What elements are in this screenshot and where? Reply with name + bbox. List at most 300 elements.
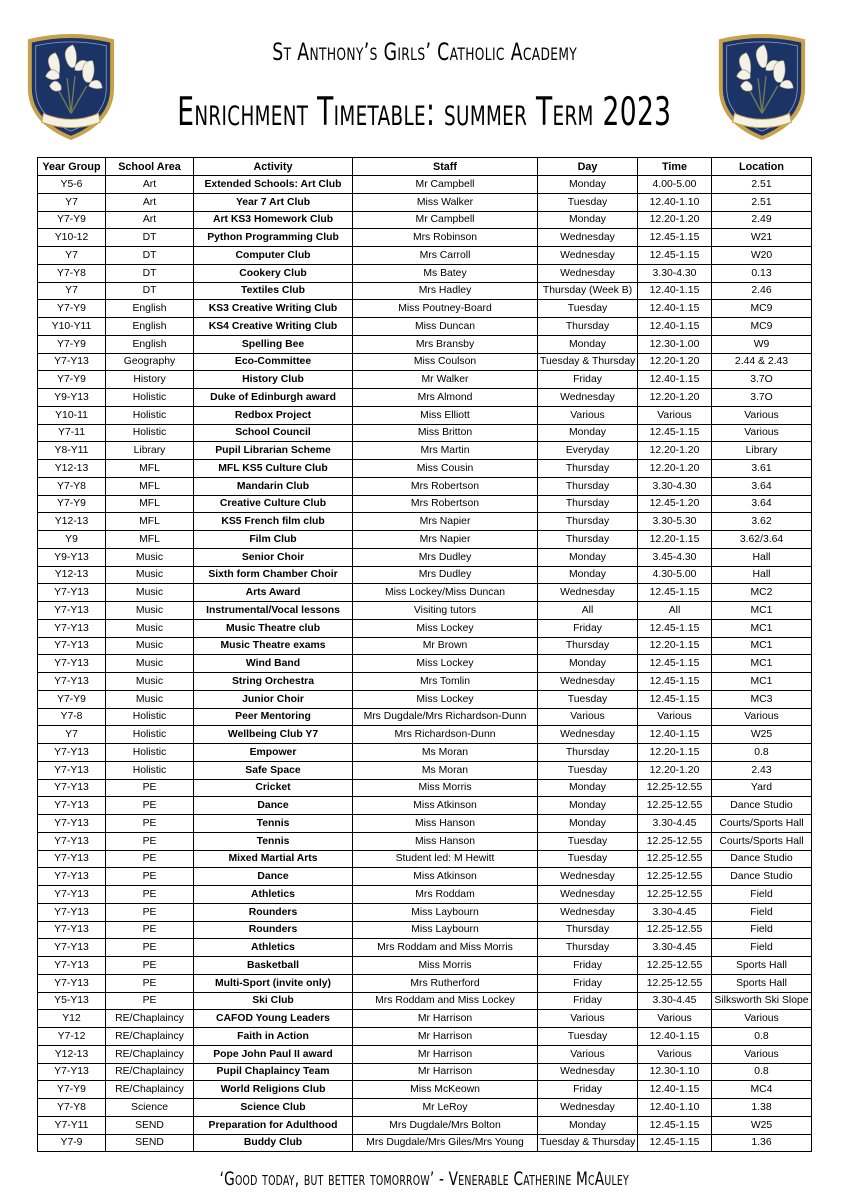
table-row xyxy=(38,193,812,211)
day-cell: Friday xyxy=(538,371,638,389)
year-group-cell: Y7-Y8 xyxy=(38,477,106,495)
table-row xyxy=(38,1010,812,1028)
time-cell: 12.25-12.55 xyxy=(638,779,712,797)
year-group-cell: Y7-Y13 xyxy=(38,353,106,371)
time-cell: 12.45-1.15 xyxy=(638,619,712,637)
school-area-cell: Music xyxy=(106,584,194,602)
year-group-cell: Y7-Y13 xyxy=(38,619,106,637)
column-header-staff: Staff xyxy=(353,158,538,176)
school-area-cell: English xyxy=(106,318,194,336)
school-area-cell: Music xyxy=(106,619,194,637)
time-cell: 3.30-4.30 xyxy=(638,264,712,282)
time-cell: 12.20-1.20 xyxy=(638,442,712,460)
day-cell: Various xyxy=(538,406,638,424)
table-row xyxy=(38,602,812,620)
school-area-cell: Music xyxy=(106,673,194,691)
table-row xyxy=(38,424,812,442)
day-cell: Thursday xyxy=(538,531,638,549)
location-cell: 3.62/3.64 xyxy=(712,531,812,549)
time-cell: 12.45-1.15 xyxy=(638,424,712,442)
day-cell: Wednesday xyxy=(538,903,638,921)
activity-cell: Multi-Sport (invite only) xyxy=(194,974,353,992)
year-group-cell: Y7-Y13 xyxy=(38,921,106,939)
school-area-cell: RE/Chaplaincy xyxy=(106,1028,194,1046)
location-cell: W25 xyxy=(712,1116,812,1134)
staff-cell: Mr Harrison xyxy=(353,1010,538,1028)
table-row xyxy=(38,637,812,655)
day-cell: Thursday xyxy=(538,637,638,655)
location-cell: MC1 xyxy=(712,637,812,655)
location-cell: Sports Hall xyxy=(712,974,812,992)
school-area-cell: Science xyxy=(106,1099,194,1117)
staff-cell: Mr Harrison xyxy=(353,1045,538,1063)
day-cell: Wednesday xyxy=(538,264,638,282)
activity-cell: Dance xyxy=(194,797,353,815)
school-area-cell: DT xyxy=(106,229,194,247)
table-row xyxy=(38,371,812,389)
school-area-cell: Holistic xyxy=(106,389,194,407)
school-area-cell: MFL xyxy=(106,531,194,549)
staff-cell: Visiting tutors xyxy=(353,602,538,620)
activity-cell: KS4 Creative Writing Club xyxy=(194,318,353,336)
year-group-cell: Y7-9 xyxy=(38,1134,106,1152)
day-cell: Everyday xyxy=(538,442,638,460)
table-row xyxy=(38,442,812,460)
school-area-cell: Holistic xyxy=(106,761,194,779)
time-cell: 12.20-1.20 xyxy=(638,353,712,371)
time-cell: 3.30-4.45 xyxy=(638,815,712,833)
staff-cell: Mr LeRoy xyxy=(353,1099,538,1117)
activity-cell: Eco-Committee xyxy=(194,353,353,371)
table-row xyxy=(38,868,812,886)
school-area-cell: PE xyxy=(106,797,194,815)
school-area-cell: PE xyxy=(106,886,194,904)
year-group-cell: Y7-Y13 xyxy=(38,584,106,602)
year-group-cell: Y7-Y9 xyxy=(38,211,106,229)
activity-cell: Rounders xyxy=(194,921,353,939)
staff-cell: Mrs Roddam xyxy=(353,886,538,904)
time-cell: Various xyxy=(638,1045,712,1063)
school-area-cell: Music xyxy=(106,566,194,584)
time-cell: 12.20-1.15 xyxy=(638,531,712,549)
activity-cell: Film Club xyxy=(194,531,353,549)
year-group-cell: Y7-Y13 xyxy=(38,868,106,886)
year-group-cell: Y7-Y9 xyxy=(38,300,106,318)
day-cell: Various xyxy=(538,1045,638,1063)
year-group-cell: Y7-Y13 xyxy=(38,974,106,992)
school-area-cell: RE/Chaplaincy xyxy=(106,1045,194,1063)
year-group-cell: Y7-Y13 xyxy=(38,850,106,868)
time-cell: 12.25-12.55 xyxy=(638,921,712,939)
year-group-cell: Y10-11 xyxy=(38,406,106,424)
activity-cell: Duke of Edinburgh award xyxy=(194,389,353,407)
day-cell: Tuesday xyxy=(538,193,638,211)
school-area-cell: Geography xyxy=(106,353,194,371)
day-cell: Thursday xyxy=(538,921,638,939)
staff-cell: Mr Harrison xyxy=(353,1063,538,1081)
year-group-cell: Y7 xyxy=(38,193,106,211)
year-group-cell: Y7-12 xyxy=(38,1028,106,1046)
year-group-cell: Y7-8 xyxy=(38,708,106,726)
day-cell: Friday xyxy=(538,957,638,975)
staff-cell: Ms Moran xyxy=(353,761,538,779)
staff-cell: Mrs Napier xyxy=(353,513,538,531)
day-cell: Thursday xyxy=(538,513,638,531)
school-area-cell: PE xyxy=(106,779,194,797)
staff-cell: Student led: M Hewitt xyxy=(353,850,538,868)
activity-cell: Redbox Project xyxy=(194,406,353,424)
table-row xyxy=(38,300,812,318)
staff-cell: Miss Hanson xyxy=(353,815,538,833)
column-header-activity: Activity xyxy=(194,158,353,176)
day-cell: Thursday xyxy=(538,744,638,762)
table-row xyxy=(38,886,812,904)
table-row xyxy=(38,832,812,850)
staff-cell: Mrs Roddam and Miss Lockey xyxy=(353,992,538,1010)
activity-cell: KS3 Creative Writing Club xyxy=(194,300,353,318)
day-cell: Monday xyxy=(538,424,638,442)
year-group-cell: Y7-Y13 xyxy=(38,655,106,673)
table-row xyxy=(38,673,812,691)
school-area-cell: Music xyxy=(106,655,194,673)
staff-cell: Mr Walker xyxy=(353,371,538,389)
time-cell: 12.45-1.15 xyxy=(638,1134,712,1152)
table-row xyxy=(38,566,812,584)
location-cell: W20 xyxy=(712,247,812,265)
time-cell: 12.45-1.15 xyxy=(638,584,712,602)
time-cell: 12.30-1.00 xyxy=(638,335,712,353)
activity-cell: Cricket xyxy=(194,779,353,797)
year-group-cell: Y12-13 xyxy=(38,513,106,531)
school-area-cell: Holistic xyxy=(106,708,194,726)
page-title: Enrichment Timetable: summer Term 2023 xyxy=(177,90,672,135)
location-cell: Hall xyxy=(712,548,812,566)
location-cell: 0.8 xyxy=(712,1028,812,1046)
table-row xyxy=(38,282,812,300)
location-cell: 3.64 xyxy=(712,495,812,513)
column-header-day: Day xyxy=(538,158,638,176)
school-name: St Anthony’s Girls’ Catholic Academy xyxy=(272,38,577,66)
staff-cell: Miss Lockey xyxy=(353,690,538,708)
location-cell: MC3 xyxy=(712,690,812,708)
location-cell: 1.36 xyxy=(712,1134,812,1152)
school-area-cell: Holistic xyxy=(106,406,194,424)
location-cell: 2.46 xyxy=(712,282,812,300)
school-area-cell: PE xyxy=(106,939,194,957)
time-cell: 12.40-1.15 xyxy=(638,726,712,744)
table-row xyxy=(38,761,812,779)
school-area-cell: DT xyxy=(106,264,194,282)
activity-cell: World Religions Club xyxy=(194,1081,353,1099)
staff-cell: Mrs Robertson xyxy=(353,477,538,495)
year-group-cell: Y10-12 xyxy=(38,229,106,247)
table-row xyxy=(38,460,812,478)
school-area-cell: Music xyxy=(106,602,194,620)
year-group-cell: Y7-Y9 xyxy=(38,1081,106,1099)
column-header-school-area: School Area xyxy=(106,158,194,176)
time-cell: 12.45-1.15 xyxy=(638,690,712,708)
day-cell: Friday xyxy=(538,992,638,1010)
staff-cell: Ms Moran xyxy=(353,744,538,762)
activity-cell: Tennis xyxy=(194,832,353,850)
time-cell: 12.40-1.15 xyxy=(638,318,712,336)
school-area-cell: DT xyxy=(106,282,194,300)
table-row xyxy=(38,211,812,229)
location-cell: MC9 xyxy=(712,300,812,318)
table-row xyxy=(38,1028,812,1046)
time-cell: 12.25-12.55 xyxy=(638,850,712,868)
time-cell: 12.20-1.20 xyxy=(638,460,712,478)
column-header-year-group: Year Group xyxy=(38,158,106,176)
day-cell: Monday xyxy=(538,548,638,566)
table-row xyxy=(38,1045,812,1063)
year-group-cell: Y7-Y11 xyxy=(38,1116,106,1134)
activity-cell: Peer Mentoring xyxy=(194,708,353,726)
location-cell: Dance Studio xyxy=(712,797,812,815)
staff-cell: Miss Morris xyxy=(353,957,538,975)
year-group-cell: Y7-Y9 xyxy=(38,495,106,513)
table-row xyxy=(38,477,812,495)
footer-motto: ‘Good today, but better tomorrow’ - Venerable Catherine McAuley xyxy=(219,1168,630,1190)
day-cell: Tuesday & Thursday xyxy=(538,353,638,371)
activity-cell: Science Club xyxy=(194,1099,353,1117)
year-group-cell: Y7-11 xyxy=(38,424,106,442)
time-cell: 4.00-5.00 xyxy=(638,176,712,194)
school-area-cell: Holistic xyxy=(106,424,194,442)
school-area-cell: MFL xyxy=(106,460,194,478)
location-cell: 2.44 & 2.43 xyxy=(712,353,812,371)
year-group-cell: Y7-Y13 xyxy=(38,815,106,833)
column-header-location: Location xyxy=(712,158,812,176)
location-cell: Yard xyxy=(712,779,812,797)
table-row xyxy=(38,974,812,992)
day-cell: Tuesday xyxy=(538,761,638,779)
day-cell: Wednesday xyxy=(538,673,638,691)
time-cell: 12.25-12.55 xyxy=(638,974,712,992)
staff-cell: Miss Morris xyxy=(353,779,538,797)
location-cell: 1.38 xyxy=(712,1099,812,1117)
school-area-cell: History xyxy=(106,371,194,389)
table-row xyxy=(38,726,812,744)
school-area-cell: RE/Chaplaincy xyxy=(106,1010,194,1028)
table-row xyxy=(38,1134,812,1152)
table-row xyxy=(38,229,812,247)
activity-cell: Python Programming Club xyxy=(194,229,353,247)
time-cell: 12.25-12.55 xyxy=(638,886,712,904)
activity-cell: Wind Band xyxy=(194,655,353,673)
activity-cell: CAFOD Young Leaders xyxy=(194,1010,353,1028)
year-group-cell: Y10-Y11 xyxy=(38,318,106,336)
time-cell: 12.40-1.15 xyxy=(638,371,712,389)
staff-cell: Mr Brown xyxy=(353,637,538,655)
year-group-cell: Y7 xyxy=(38,247,106,265)
day-cell: Monday xyxy=(538,176,638,194)
location-cell: Library xyxy=(712,442,812,460)
activity-cell: Textiles Club xyxy=(194,282,353,300)
time-cell: 3.30-4.30 xyxy=(638,477,712,495)
year-group-cell: Y7 xyxy=(38,282,106,300)
table-row xyxy=(38,389,812,407)
time-cell: 12.45-1.15 xyxy=(638,229,712,247)
activity-cell: Buddy Club xyxy=(194,1134,353,1152)
staff-cell: Miss Elliott xyxy=(353,406,538,424)
location-cell: MC1 xyxy=(712,602,812,620)
staff-cell: Miss Laybourn xyxy=(353,903,538,921)
year-group-cell: Y7-Y13 xyxy=(38,1063,106,1081)
activity-cell: School Council xyxy=(194,424,353,442)
staff-cell: Miss Laybourn xyxy=(353,921,538,939)
day-cell: Wednesday xyxy=(538,1063,638,1081)
activity-cell: Year 7 Art Club xyxy=(194,193,353,211)
activity-cell: Athletics xyxy=(194,939,353,957)
staff-cell: Mrs Rutherford xyxy=(353,974,538,992)
activity-cell: Art KS3 Homework Club xyxy=(194,211,353,229)
location-cell: MC1 xyxy=(712,673,812,691)
day-cell: All xyxy=(538,602,638,620)
time-cell: Various xyxy=(638,708,712,726)
time-cell: 12.45-1.15 xyxy=(638,247,712,265)
school-area-cell: SEND xyxy=(106,1116,194,1134)
table-row xyxy=(38,1081,812,1099)
day-cell: Thursday xyxy=(538,495,638,513)
school-area-cell: PE xyxy=(106,921,194,939)
activity-cell: Arts Award xyxy=(194,584,353,602)
year-group-cell: Y9-Y13 xyxy=(38,389,106,407)
time-cell: 12.20-1.20 xyxy=(638,211,712,229)
year-group-cell: Y7 xyxy=(38,726,106,744)
school-area-cell: PE xyxy=(106,992,194,1010)
timetable-body xyxy=(38,176,812,1152)
activity-cell: Mixed Martial Arts xyxy=(194,850,353,868)
school-area-cell: DT xyxy=(106,247,194,265)
day-cell: Monday xyxy=(538,779,638,797)
table-row xyxy=(38,939,812,957)
school-area-cell: Music xyxy=(106,690,194,708)
school-area-cell: PE xyxy=(106,868,194,886)
staff-cell: Mrs Tomlin xyxy=(353,673,538,691)
table-row xyxy=(38,584,812,602)
table-row xyxy=(38,353,812,371)
school-area-cell: Holistic xyxy=(106,726,194,744)
time-cell: 12.40-1.15 xyxy=(638,282,712,300)
staff-cell: Mrs Martin xyxy=(353,442,538,460)
activity-cell: Sixth form Chamber Choir xyxy=(194,566,353,584)
location-cell: 3.61 xyxy=(712,460,812,478)
staff-cell: Miss Cousin xyxy=(353,460,538,478)
activity-cell: Computer Club xyxy=(194,247,353,265)
day-cell: Thursday xyxy=(538,477,638,495)
time-cell: Various xyxy=(638,406,712,424)
location-cell: 0.8 xyxy=(712,1063,812,1081)
school-area-cell: English xyxy=(106,300,194,318)
year-group-cell: Y7-Y13 xyxy=(38,797,106,815)
activity-cell: Ski Club xyxy=(194,992,353,1010)
activity-cell: Pupil Chaplaincy Team xyxy=(194,1063,353,1081)
activity-cell: Pope John Paul II award xyxy=(194,1045,353,1063)
year-group-cell: Y5-6 xyxy=(38,176,106,194)
year-group-cell: Y5-Y13 xyxy=(38,992,106,1010)
footer xyxy=(0,1168,849,1190)
activity-cell: Athletics xyxy=(194,886,353,904)
year-group-cell: Y8-Y11 xyxy=(38,442,106,460)
time-cell: 12.45-1.20 xyxy=(638,495,712,513)
table-row xyxy=(38,708,812,726)
staff-cell: Mrs Hadley xyxy=(353,282,538,300)
location-cell: MC1 xyxy=(712,619,812,637)
school-area-cell: Art xyxy=(106,193,194,211)
activity-cell: Music Theatre club xyxy=(194,619,353,637)
staff-cell: Miss Coulson xyxy=(353,353,538,371)
staff-cell: Mrs Dugdale/Mrs Giles/Mrs Young xyxy=(353,1134,538,1152)
year-group-cell: Y7-Y13 xyxy=(38,761,106,779)
year-group-cell: Y7-Y13 xyxy=(38,939,106,957)
school-area-cell: SEND xyxy=(106,1134,194,1152)
school-area-cell: RE/Chaplaincy xyxy=(106,1063,194,1081)
location-cell: MC1 xyxy=(712,655,812,673)
time-cell: Various xyxy=(638,1010,712,1028)
staff-cell: Miss Duncan xyxy=(353,318,538,336)
table-row xyxy=(38,1063,812,1081)
activity-cell: Pupil Librarian Scheme xyxy=(194,442,353,460)
time-cell: 12.30-1.10 xyxy=(638,1063,712,1081)
school-area-cell: RE/Chaplaincy xyxy=(106,1081,194,1099)
staff-cell: Miss Atkinson xyxy=(353,797,538,815)
day-cell: Monday xyxy=(538,335,638,353)
day-cell: Monday xyxy=(538,655,638,673)
activity-cell: Creative Culture Club xyxy=(194,495,353,513)
location-cell: Field xyxy=(712,886,812,904)
table-row xyxy=(38,513,812,531)
staff-cell: Mrs Almond xyxy=(353,389,538,407)
table-row xyxy=(38,531,812,549)
day-cell: Tuesday xyxy=(538,832,638,850)
staff-cell: Miss Walker xyxy=(353,193,538,211)
school-area-cell: MFL xyxy=(106,513,194,531)
location-cell: Dance Studio xyxy=(712,850,812,868)
location-cell: W21 xyxy=(712,229,812,247)
activity-cell: Tennis xyxy=(194,815,353,833)
day-cell: Wednesday xyxy=(538,726,638,744)
day-cell: Wednesday xyxy=(538,1099,638,1117)
table-row xyxy=(38,176,812,194)
location-cell: 3.62 xyxy=(712,513,812,531)
staff-cell: Ms Batey xyxy=(353,264,538,282)
time-cell: 3.30-4.45 xyxy=(638,903,712,921)
activity-cell: Faith in Action xyxy=(194,1028,353,1046)
staff-cell: Miss Atkinson xyxy=(353,868,538,886)
staff-cell: Mr Campbell xyxy=(353,176,538,194)
table-row xyxy=(38,1116,812,1134)
day-cell: Friday xyxy=(538,974,638,992)
staff-cell: Miss Lockey/Miss Duncan xyxy=(353,584,538,602)
location-cell: Courts/Sports Hall xyxy=(712,815,812,833)
day-cell: Wednesday xyxy=(538,389,638,407)
location-cell: Various xyxy=(712,1010,812,1028)
table-row xyxy=(38,619,812,637)
time-cell: 12.20-1.15 xyxy=(638,637,712,655)
location-cell: 0.8 xyxy=(712,744,812,762)
activity-cell: Dance xyxy=(194,868,353,886)
activity-cell: Music Theatre exams xyxy=(194,637,353,655)
location-cell: Various xyxy=(712,406,812,424)
year-group-cell: Y7-Y13 xyxy=(38,957,106,975)
day-cell: Monday xyxy=(538,815,638,833)
day-cell: Wednesday xyxy=(538,868,638,886)
activity-cell: Basketball xyxy=(194,957,353,975)
time-cell: 12.20-1.15 xyxy=(638,744,712,762)
year-group-cell: Y12-13 xyxy=(38,460,106,478)
school-area-cell: Art xyxy=(106,176,194,194)
